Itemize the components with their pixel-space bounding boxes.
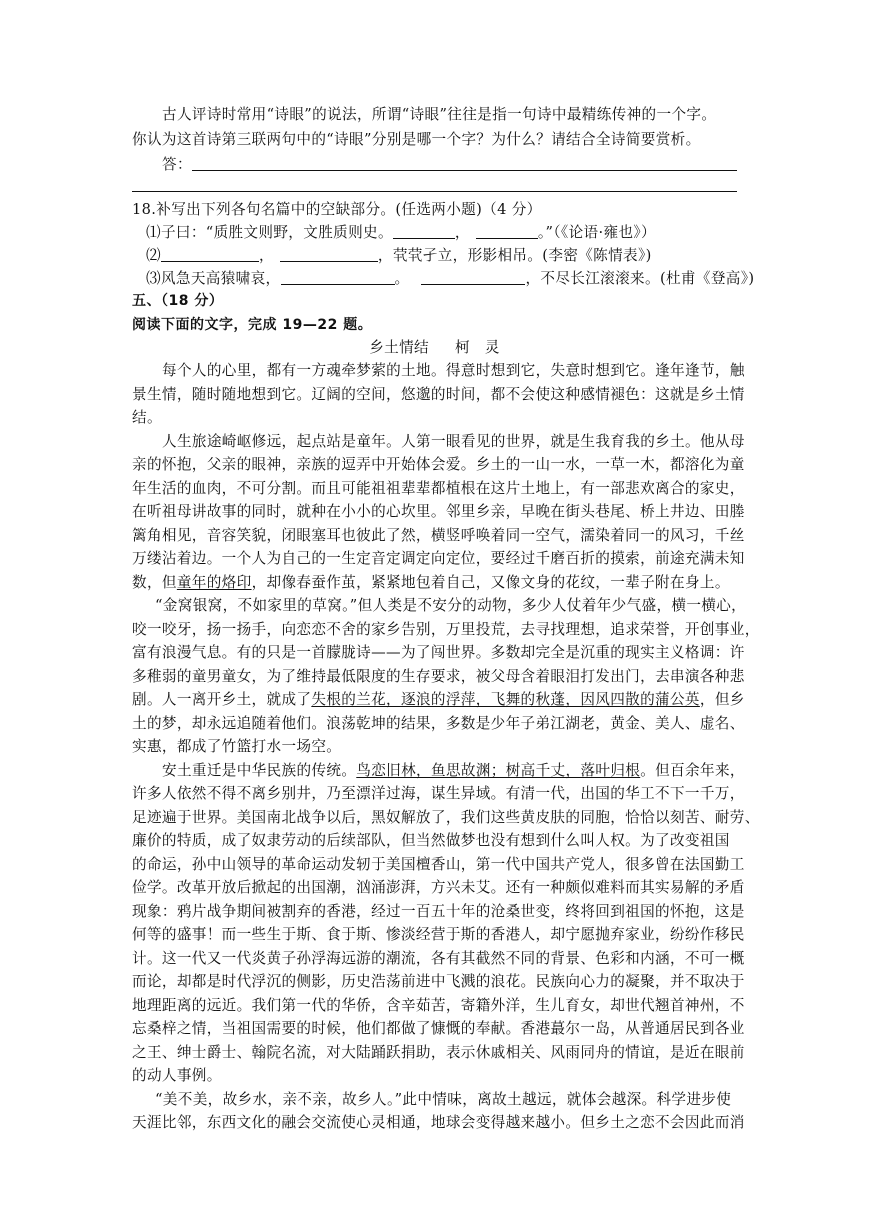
q18-s2-text-b: ， — [258, 247, 274, 264]
p2-line-7 — [132, 574, 730, 592]
q18-s2-blank-2[interactable] — [280, 247, 378, 262]
p4-line-2: 许多人依然不得不离乡别井，乃至漂洋过海，谋生异域。有清一代，出国的华工不下一千万， — [132, 785, 745, 802]
q18-heading: 18.补写出下列各句名篇中的空缺部分。(任选两小题)（4 分） — [132, 201, 542, 218]
p4-line-3: 足迹遍于世界。美国南北战争以后，黑奴解放了，我们这些黄皮肤的同胞，恰恰以刻苦、耐劳、 — [132, 809, 760, 826]
p4-line-5: 的命运，孙中山领导的革命运动发轫于美国檀香山，第一代中国共产党人，很多曾在法国勤工 — [132, 856, 745, 873]
q18-sentence-1 — [146, 224, 656, 242]
p3-line-7: 实惠，都成了竹篮打水一场空。 — [132, 738, 342, 755]
q17-line-1: 古人评诗时常用“诗眼”的说法，所谓“诗眼”往往是指一句诗中最精练传神的一个字。 — [162, 106, 717, 123]
p3-line-5-a: 剧。人一离开乡土，就成了 — [132, 691, 312, 708]
q18-s2-text-a: ⑵ — [146, 247, 161, 264]
q18-s2-text-c: ，茕茕孑立，形影相吊。(李密《陈情表》) — [377, 247, 652, 264]
p2-line-3: 年生活的血肉，不可分割。而且可能祖祖辈辈都植根在这片土地上，有一部悲欢离合的家史， — [132, 480, 745, 497]
answer-line-2[interactable] — [132, 191, 737, 192]
section-5-instruction: 阅读下面的文字，完成 19—22 题。 — [132, 317, 373, 333]
p5-line-2: 天涯比邻，东西文化的融会交流使心灵相通，地球会变得越来越小。但乡土之恋不会因此而消 — [132, 1114, 745, 1131]
article-title-line — [0, 339, 869, 357]
p3-line-5-b: ，但乡 — [699, 691, 745, 708]
q18-s3-blank-2[interactable] — [421, 270, 525, 285]
p4-line-11: 地理距离的远近。我们第一代的华侨，含辛茹苦，寄籍外洋，生儿育女，却世代翘首神州，不 — [132, 997, 745, 1014]
q18-s3-text-a: ⑶风急天高猿啸哀， — [146, 270, 281, 287]
p3-line-2: 咬一咬牙，扬一扬手，向恋恋不舍的家乡告别，万里投荒，去寻找理想，追求荣誉，开创事业， — [132, 621, 760, 638]
p2-line-4: 在听祖母讲故事的同时，就种在小小的心坎里。邻里乡亲，早晚在街头巷尾、桥上井边、田塍 — [132, 503, 745, 520]
p2-line-1: 人生旅途崎岖修远，起点站是童年。人第一眼看见的世界，就是生我育我的乡土。他从母 — [162, 433, 745, 450]
p1-line-2: 景生情，随时随地想到它。辽阔的空间，悠邈的时间，都不会使这种感情褪色：这就是乡土情 — [132, 386, 745, 403]
p2-line-7-a: 数，但 — [132, 574, 177, 591]
q18-s3-text-c: ，不尽长江滚滚来。(杜甫《登高》) — [525, 270, 755, 287]
p4-line-1 — [162, 762, 745, 780]
p1-line-3: 结。 — [132, 409, 162, 426]
p2-line-5: 篱角相见，音容笑貌，闭眼塞耳也彼此了然，横竖呼唤着同一空气，濡染着同一的风习，千丝 — [132, 527, 745, 544]
p1-line-1: 每个人的心里，都有一方魂牵梦萦的土地。得意时想到它，失意时想到它。逢年逢节，触 — [162, 362, 745, 379]
article-author: 柯 灵 — [454, 339, 500, 356]
p4-line-8: 何等的盛事！而一些生于斯、食于斯、惨淡经营于斯的香港人，却宁愿抛弃家业，纷纷作移民 — [132, 926, 745, 943]
q17-line-2: 你认为这首诗第三联两句中的“诗眼”分别是哪一个字？为什么？请结合全诗简要赏析。 — [132, 131, 701, 148]
p4-line-9: 计。这一代又一代炎黄子孙浮海远游的潮流，各有其截然不同的背景、色彩和内涵，不可一概 — [132, 950, 745, 967]
p4-line-4: 廉价的特质，成了奴隶劳动的后续部队，但当然做梦也没有想到什么叫人权。为了改变祖国 — [132, 832, 730, 849]
q18-s2-blank-1[interactable] — [161, 247, 259, 262]
p4-line-7: 现象：鸦片战争期间被割弃的香港，经过一百五十年的沧桑世变，终将回到祖国的怀抱，这是 — [132, 903, 745, 920]
p3-line-4: 多稚弱的童男童女，为了维持最低限度的生存要求，被父母含着眼泪打发出门，去串演各种悲 — [132, 668, 745, 685]
article-title: 乡土情结 — [369, 339, 429, 356]
section-5-heading: 五、（18 分） — [132, 293, 224, 309]
q18-s1-blank-1[interactable] — [393, 224, 455, 239]
p5-line-1: “美不美，故乡水，亲不亲，故乡人。”此中情味，离故土越远，就体会越深。科学进步使 — [155, 1091, 732, 1108]
p4-line-1-a: 安土重迁是中华民族的传统。 — [162, 762, 357, 779]
p3-line-1: “金窝银窝，不如家里的草窝。”但人类是不安分的动物，多少人仗着年少气盛，横一横心， — [155, 597, 747, 614]
q18-sentence-2 — [146, 247, 652, 265]
p4-line-1-b: 。但百余年来， — [640, 762, 745, 779]
underlined-phrase-rootless: 失根的兰花，逐浪的浮萍，飞舞的秋蓬，因风四散的蒲公英 — [311, 691, 700, 708]
p2-line-6: 万缕沾着边。一个人为自己的一生定音定调定向定位，要经过千磨百折的摸索，前途充满未知 — [132, 550, 745, 567]
p3-line-6: 土的梦，却永远追随着他们。浪荡乾坤的结果，多数是少年子弟江湖老，黄金、美人、虚名、 — [132, 715, 745, 732]
underlined-phrase-fallen-leaves: 鸟恋旧林，鱼思故渊；树高千丈，落叶归根 — [356, 762, 641, 779]
q18-s1-blank-2[interactable] — [476, 224, 538, 239]
q18-s1-text-b: ， — [454, 224, 470, 241]
q18-s1-text-c: 。”（《论语·雍也》） — [537, 224, 656, 241]
p4-line-13: 之王、绅士爵士、翰院名流，对大陆踊跃捐助，表示休戚相关、风雨同舟的情谊，是近在眼前 — [132, 1044, 745, 1061]
p4-line-10: 而论，却都是时代浮沉的侧影，历史浩荡前进中飞溅的浪花。民族向心力的凝聚，并不取决于 — [132, 973, 745, 990]
q18-s3-text-b: 。 — [394, 270, 410, 287]
p4-line-14: 的动人事例。 — [132, 1067, 222, 1084]
q18-s3-blank-1[interactable] — [281, 270, 395, 285]
p2-line-2: 亲的怀抱，父亲的眼神，亲族的逗弄中开始体会爱。乡土的一山一水，一草一木，都溶化为童 — [132, 456, 745, 473]
p2-line-7-b: ，却像春蚕作茧，紧紧地包着自己，又像文身的花纹，一辈子附在身上。 — [251, 574, 730, 591]
answer-line-1[interactable] — [192, 170, 737, 171]
p4-line-12: 忘桑梓之情，当祖国需要的时候，他们都做了慷慨的奉献。香港蕞尔一岛，从普通居民到各业 — [132, 1020, 745, 1037]
q18-s1-text-a: ⑴子曰：“质胜文则野，文胜质则史。 — [146, 224, 393, 241]
p3-line-5 — [132, 691, 745, 709]
q17-answer-label: 答： — [162, 156, 192, 173]
q18-sentence-3 — [146, 270, 754, 288]
underlined-phrase-childhood-imprint: 童年的烙印 — [176, 574, 252, 591]
p3-line-3: 富有浪漫气息。有的只是一首朦胧诗——为了闯世界。多数却完全是沉重的现实主义格调：许 — [132, 644, 745, 661]
p4-line-6: 俭学。改革开放后掀起的出国潮，汹涌澎湃，方兴未艾。还有一种颇似难料而其实易解的矛盾 — [132, 879, 745, 896]
